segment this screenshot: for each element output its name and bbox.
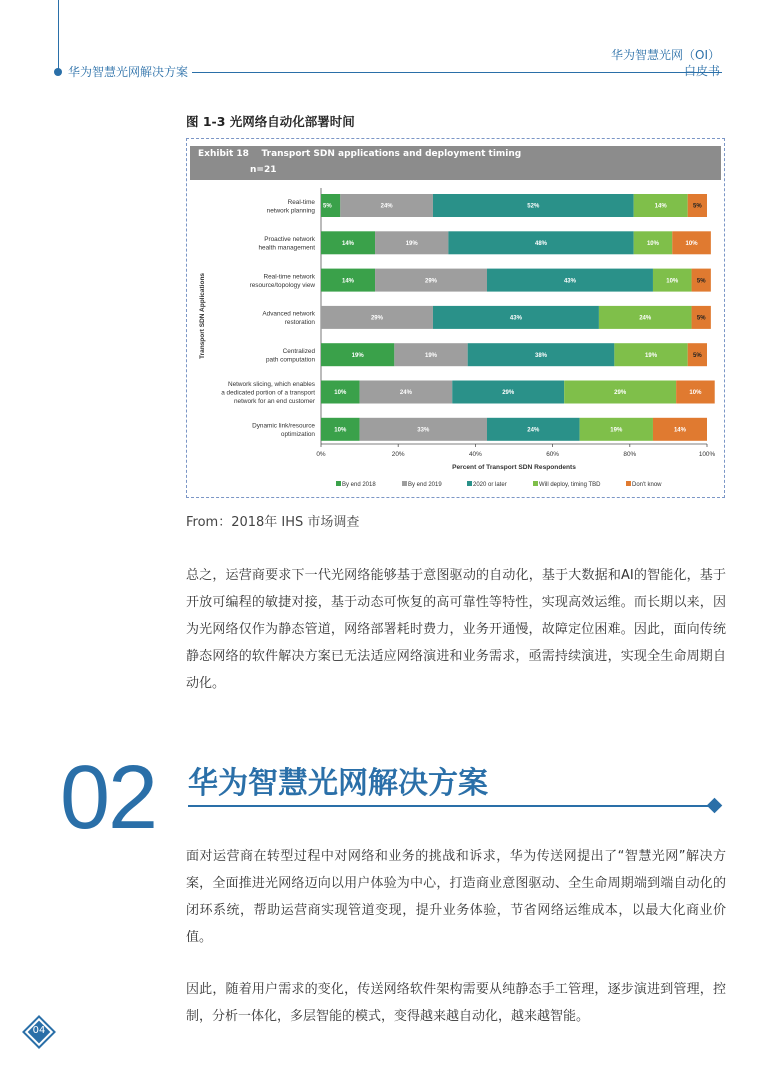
figure-caption: 图 1-3 光网络自动化部署时间 [186, 114, 355, 129]
category-label: a dedicated portion of a transport [221, 389, 315, 397]
legend-label: By end 2018 [342, 482, 376, 488]
data-label: 5% [693, 203, 702, 210]
x-tick-label: 100% [698, 451, 716, 458]
data-label: 29% [614, 390, 627, 397]
category-label: resource/topology view [249, 281, 315, 289]
data-label: 5% [323, 203, 332, 210]
category-label: Dynamic link/resource [252, 422, 315, 430]
legend-swatch [533, 481, 538, 486]
y-axis-title: Transport SDN Applications [199, 272, 206, 360]
paragraph-evolution: 因此，随着用户需求的变化，传送网络软件架构需要从纯静态手工管理，逐步演进到管理，控制，分析一体化，多层智能的模式，变得越来越自动化，越来越智能。 [186, 982, 726, 1024]
data-label: 10% [646, 241, 659, 247]
x-tick-label: 80% [623, 451, 637, 458]
header-right-subtitle: 白皮书 [683, 64, 720, 78]
legend-label: By end 2019 [408, 482, 442, 488]
figure-source: From：2018年 IHS 市场调查 [186, 515, 360, 530]
section-title: 华为智慧光网解决方案 [188, 766, 488, 801]
stacked-bar-chart [190, 182, 721, 494]
exhibit-n: n=21 [250, 165, 277, 175]
data-label: 19% [351, 352, 364, 359]
header-right-title: 华为智慧光网（OI） [611, 48, 720, 62]
x-tick-label: 0% [316, 451, 326, 458]
data-label: 24% [639, 315, 652, 322]
data-label: 19% [610, 427, 623, 434]
paragraph-solution: 面对运营商在转型过程中对网络和业务的挑战和诉求，华为传送网提出了“智慧光网”解决方案，全面推进光网络迈向以用户体验为中心，打造商业意图驱动、全生命周期端到端自动化的闭环系统，帮助运营商实现管道变现，提升业务体验，节省网络运维成本，以最大化商业价值。 [186, 849, 726, 945]
data-label: 48% [535, 241, 548, 247]
category-label: network for an end customer [234, 398, 315, 405]
legend-swatch [336, 481, 341, 486]
exhibit-title-line [198, 149, 521, 159]
header-left-title: 华为智慧光网解决方案 [68, 65, 189, 79]
data-label: 10% [689, 390, 702, 397]
paragraph-summary: 总之，运营商要求下一代光网络能够基于意图驱动的自动化，基于大数据和AI的智能化，基于开放可编程的敏捷对接，基于动态可恢复的高可靠性等特性，实现高效运维。而长期以来，因为光网络仅作为静态管道，网络部署耗时费力，业务开通慢，故障定位困难。因此，面向传统静态网络的软件解决方案已无法适应网络演进和业务需求，亟需持续演进，实现全生命周期自动化。 [186, 568, 726, 691]
legend-label: 2020 or later [473, 482, 507, 488]
x-axis-title: Percent of Transport SDN Respondents [452, 464, 576, 471]
data-label: 38% [535, 352, 548, 359]
data-label: 33% [417, 427, 430, 434]
data-label: 14% [673, 427, 686, 434]
data-label: 19% [405, 241, 418, 247]
category-label: network planning [266, 207, 315, 215]
data-label: 24% [380, 203, 393, 210]
exhibit-label: Exhibit 18 [198, 149, 249, 159]
exhibit-title: Transport SDN applications and deployment timing [261, 149, 522, 159]
header-vertical-line [58, 0, 59, 72]
data-label: 10% [334, 390, 347, 397]
data-label: 19% [645, 352, 658, 359]
legend-swatch [626, 481, 631, 486]
data-label: 5% [693, 352, 702, 359]
category-label: path computation [265, 356, 315, 364]
category-label: health management [258, 244, 315, 252]
category-label: Real-time network [263, 273, 315, 281]
category-label: Real-time [287, 198, 315, 206]
data-label: 5% [696, 278, 706, 285]
legend-label: Don't know [632, 482, 662, 488]
category-label: optimization [280, 431, 315, 439]
category-label: restoration [284, 319, 315, 327]
category-label: Advanced network [262, 310, 315, 318]
data-label: 14% [342, 278, 355, 285]
data-label: 43% [563, 278, 576, 285]
data-label: 19% [425, 352, 438, 359]
header-rule [192, 72, 722, 73]
x-tick-label: 60% [546, 451, 559, 458]
data-label: 14% [654, 203, 667, 210]
legend-swatch [402, 481, 407, 486]
data-label: 10% [685, 241, 698, 247]
data-label: 10% [334, 427, 347, 434]
x-tick-label: 40% [469, 451, 482, 458]
data-label: 24% [527, 427, 540, 434]
legend-swatch [467, 481, 472, 486]
data-label: 29% [370, 315, 383, 322]
page-number: 04 [32, 1025, 46, 1036]
data-label: 29% [425, 278, 438, 285]
section-diamond-icon [707, 798, 723, 814]
category-label: Proactive network [264, 236, 315, 244]
data-label: 14% [342, 241, 355, 247]
data-label: 5% [696, 315, 706, 322]
category-label: Centralized [282, 347, 315, 355]
data-label: 52% [527, 203, 540, 210]
x-tick-label: 20% [391, 451, 405, 458]
header-dot [54, 68, 62, 76]
data-label: 10% [666, 278, 679, 285]
section-number: 02 [60, 748, 157, 848]
section-rule [188, 805, 716, 807]
data-label: 24% [399, 390, 412, 397]
data-label: 43% [509, 315, 522, 322]
legend-label: Will deploy, timing TBD [539, 482, 601, 488]
data-label: 29% [502, 390, 515, 397]
category-label: Network slicing, which enables [227, 381, 315, 388]
